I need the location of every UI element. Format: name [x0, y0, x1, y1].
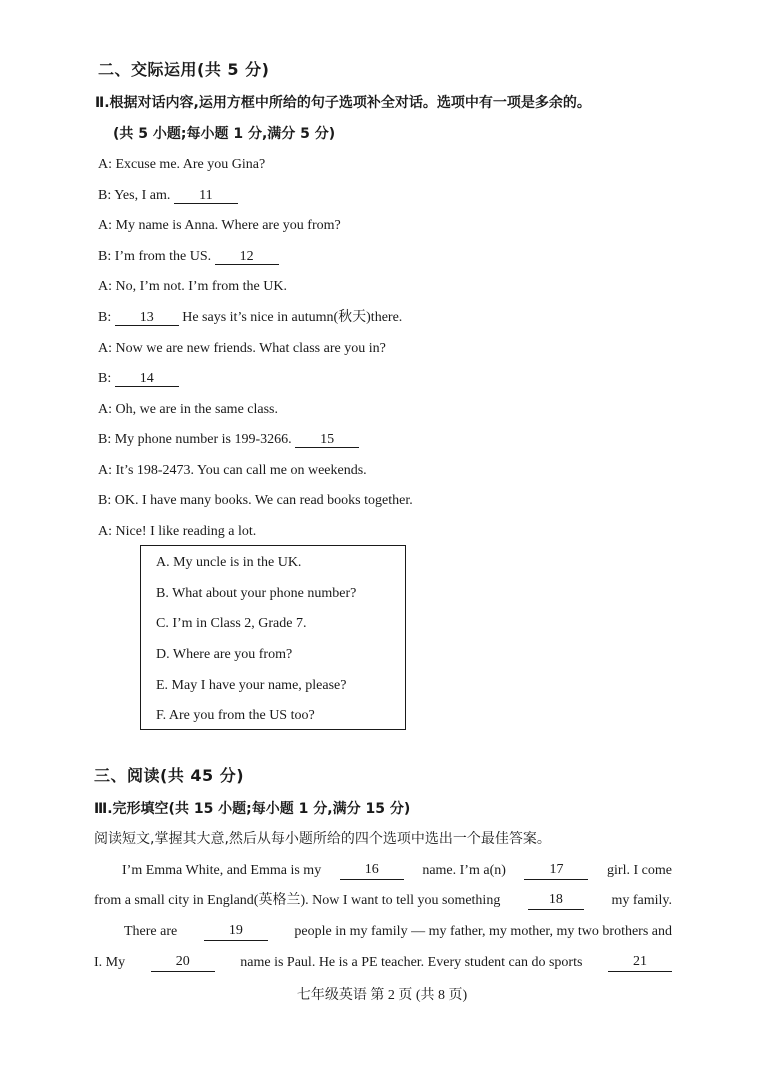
- section-2-title: 二、交际运用(共 5 分): [98, 60, 270, 79]
- dialogue-line: [98, 492, 413, 510]
- section-3-title: 三、阅读(共 45 分): [94, 766, 245, 785]
- passage-text: There are: [124, 924, 178, 939]
- answer-blank-13[interactable]: 13: [115, 310, 179, 326]
- dialogue-line: [98, 431, 359, 449]
- page-footer: 七年级英语 第 2 页 (共 8 页): [296, 988, 468, 1003]
- answer-blank-11[interactable]: 11: [174, 188, 238, 204]
- option-f[interactable]: F. Are you from the US too?: [156, 708, 315, 723]
- answer-blank-20[interactable]: 20: [151, 954, 215, 972]
- answer-blank-15[interactable]: 15: [295, 432, 359, 448]
- section-2-instruction: Ⅱ.根据对话内容,运用方框中所给的句子选项补全对话。选项中有一项是多余的。: [95, 95, 591, 111]
- passage-line: [94, 954, 672, 972]
- answer-blank-14[interactable]: 14: [115, 371, 179, 387]
- option-b[interactable]: B. What about your phone number?: [156, 586, 357, 601]
- passage-text: people in my family — my father, my mother, my two brothers and: [294, 924, 672, 939]
- passage-text: name. I’m a(n): [422, 863, 506, 878]
- section-2-scoring: (共 5 小题;每小题 1 分,满分 5 分): [113, 126, 336, 142]
- passage-line: [94, 862, 672, 880]
- dialogue-line: [98, 248, 279, 266]
- passage-text: I. My: [94, 955, 126, 970]
- passage-line: [94, 923, 672, 941]
- dialogue-line: [98, 217, 341, 235]
- passage-text: name is Paul. He is a PE teacher. Every student can do sports: [240, 955, 583, 970]
- dialogue-line: [98, 462, 367, 480]
- dialogue-line: [98, 401, 278, 419]
- dialogue-text: A: My name is Anna. Where are you from?: [98, 218, 341, 233]
- dialogue-text: A: It’s 198-2473. You can call me on weekends.: [98, 463, 367, 478]
- answer-blank-18[interactable]: 18: [528, 892, 584, 910]
- dialogue-text: B:: [98, 371, 115, 386]
- passage-text: girl. I come: [607, 863, 672, 878]
- answer-blank-12[interactable]: 12: [215, 249, 279, 265]
- dialogue-text: B:: [98, 310, 115, 325]
- option-d[interactable]: D. Where are you from?: [156, 647, 293, 662]
- dialogue-text: A: Nice! I like reading a lot.: [98, 524, 257, 539]
- passage-text: from a small city in England(英格兰). Now I want to tell you something: [94, 893, 501, 908]
- option-e[interactable]: E. May I have your name, please?: [156, 678, 347, 693]
- dialogue-line: [98, 278, 287, 296]
- answer-blank-17[interactable]: 17: [524, 862, 588, 880]
- dialogue-line: [98, 340, 386, 358]
- dialogue-line: [98, 370, 179, 388]
- option-c[interactable]: C. I’m in Class 2, Grade 7.: [156, 616, 307, 631]
- passage-text: my family.: [611, 893, 672, 908]
- dialogue-text: B: Yes, I am.: [98, 188, 174, 203]
- options-box: [140, 545, 406, 730]
- section-3-directions: 阅读短文,掌握其大意,然后从每小题所给的四个选项中选出一个最佳答案。: [94, 831, 551, 847]
- passage-text: I’m Emma White, and Emma is my: [122, 863, 322, 878]
- option-a[interactable]: A. My uncle is in the UK.: [156, 555, 302, 570]
- passage-line: [94, 892, 672, 910]
- dialogue-text: A: Oh, we are in the same class.: [98, 402, 278, 417]
- dialogue-line: [98, 523, 256, 541]
- dialogue-line: [98, 187, 238, 205]
- answer-blank-16[interactable]: 16: [340, 862, 404, 880]
- answer-blank-21[interactable]: 21: [608, 954, 672, 972]
- dialogue-line: [98, 156, 265, 174]
- dialogue-text: B: OK. I have many books. We can read books together.: [98, 493, 413, 508]
- answer-blank-19[interactable]: 19: [204, 923, 268, 941]
- dialogue-text: A: No, I’m not. I’m from the UK.: [98, 279, 287, 294]
- section-3-instruction: Ⅲ.完形填空(共 15 小题;每小题 1 分,满分 15 分): [94, 801, 411, 817]
- dialogue-text: B: I’m from the US.: [98, 249, 215, 264]
- dialogue-text: He says it’s nice in autumn(秋天)there.: [178, 310, 403, 325]
- dialogue-text: B: My phone number is 199-3266.: [98, 432, 296, 447]
- dialogue-text: A: Excuse me. Are you Gina?: [98, 157, 266, 172]
- dialogue-text: A: Now we are new friends. What class are you in?: [98, 341, 386, 356]
- dialogue-line: [98, 309, 402, 327]
